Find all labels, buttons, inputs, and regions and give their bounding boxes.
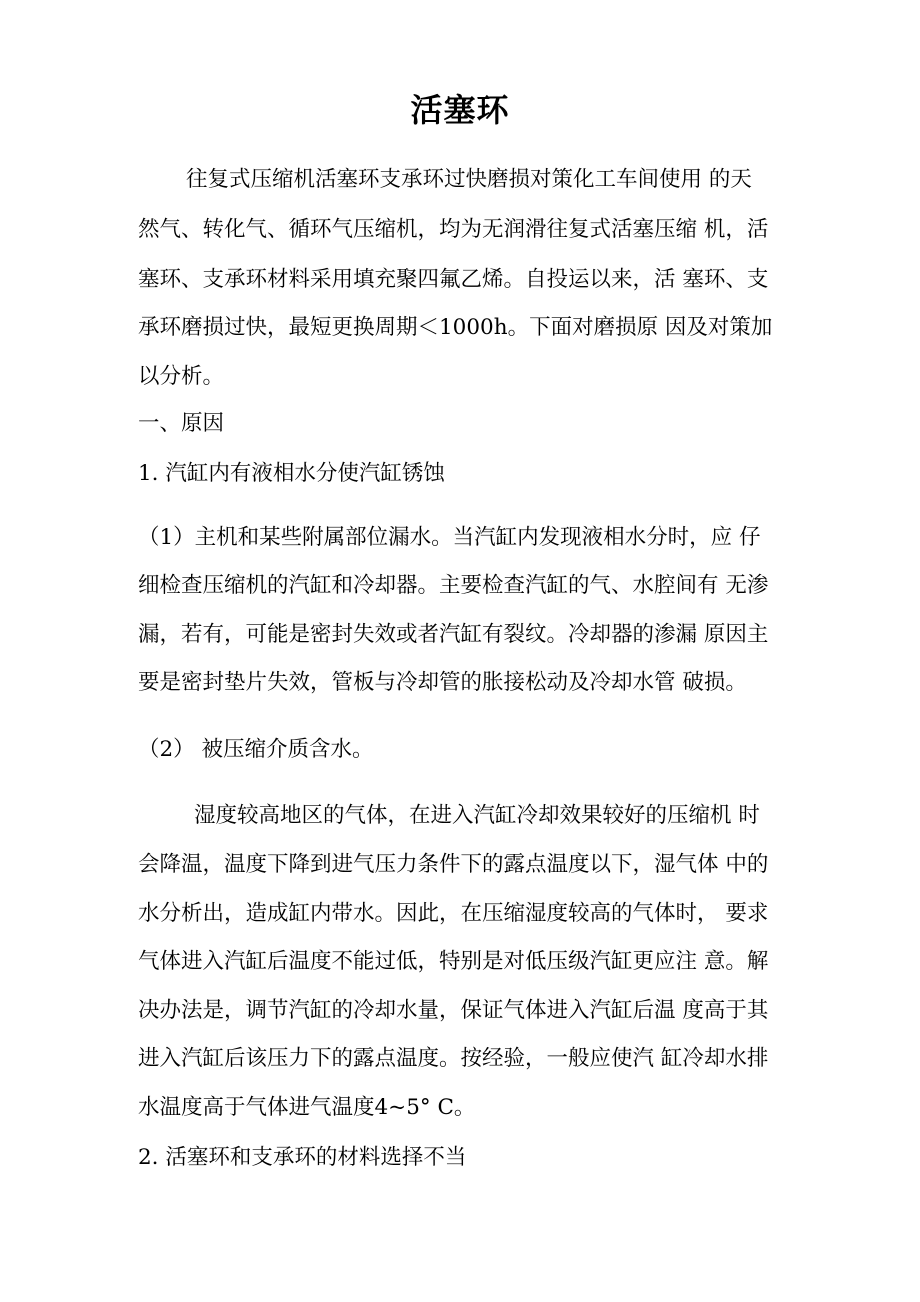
subsection-heading: （2） 被压缩介质含水。 [138, 737, 374, 762]
paragraph-line: 漏，若有，可能是密封失效或者汽缸有裂纹。冷却器的渗漏 原因主 [138, 622, 769, 647]
paragraph-line: 会降温，温度下降到进气压力条件下的露点温度以下，湿气体 中的 [138, 852, 769, 877]
paragraph-line: 决办法是，调节汽缸的冷却水量，保证气体进入汽缸后温 度高于其 [138, 998, 769, 1023]
item-heading: 2. 活塞环和支承环的材料选择不当 [138, 1145, 467, 1170]
paragraph-line: 水温度高于气体进气温度4~5° C。 [138, 1095, 476, 1120]
paragraph-line: 要是密封垫片失效，管板与冷却管的胀接松动及冷却水管 破损。 [138, 670, 747, 695]
intro-line: 以分析。 [138, 364, 225, 389]
intro-line: 承环磨损过快，最短更换周期＜1000h。下面对磨损原 因及对策加 [138, 315, 773, 340]
paragraph-line: 进入汽缸后该压力下的露点温度。按经验，一般应使汽 缸冷却水排 [138, 1046, 769, 1071]
paragraph-line: 水分析出，造成缸内带水。因此，在压缩湿度较高的气体时， 要求 [138, 901, 769, 926]
paragraph-line: 细检查压缩机的汽缸和冷却器。主要检查汽缸的气、水腔间有 无渗 [138, 573, 769, 598]
paragraph-line: 湿度较高地区的气体，在进入汽缸冷却效果较好的压缩机 时 [194, 803, 760, 828]
item-heading: 1. 汽缸内有液相水分使汽缸锈蚀 [138, 461, 445, 486]
intro-line: 塞环、支承环材料采用填充聚四氟乙烯。自投运以来，活 塞环、支 [138, 267, 769, 292]
section-heading: 一、原因 [138, 411, 225, 436]
paragraph-line: （1）主机和某些附属部位漏水。当汽缸内发现液相水分时，应 仔 [138, 525, 761, 550]
intro-line: 然气、转化气、循环气压缩机，均为无润滑往复式活塞压缩 机，活 [138, 217, 769, 242]
intro-line: 往复式压缩机活塞环支承环过快磨损对策化工车间使用 的天 [186, 167, 752, 192]
paragraph-line: 气体进入汽缸后温度不能过低，特别是对低压级汽缸更应注 意。解 [138, 949, 769, 974]
page-title: 活塞环 [410, 91, 510, 129]
